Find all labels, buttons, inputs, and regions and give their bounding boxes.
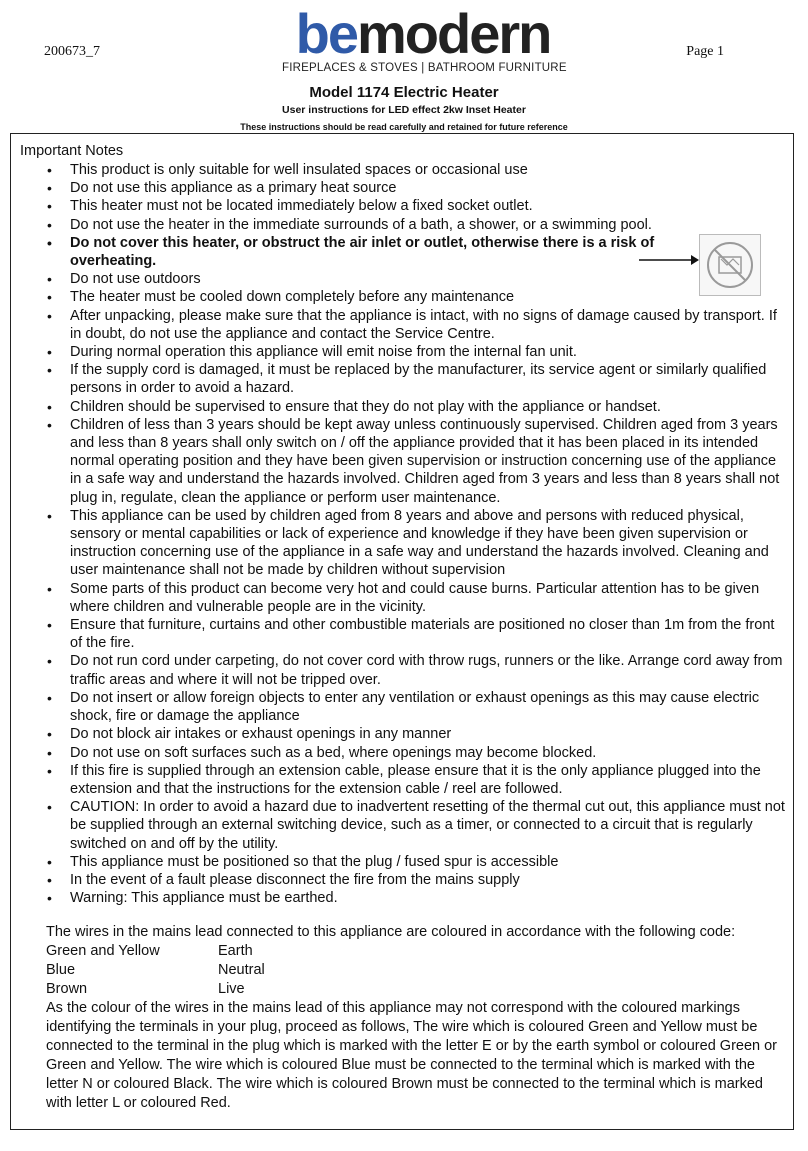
- list-item: • This appliance must be positioned so that the plug / fused spur is accessible: [20, 853, 786, 871]
- list-item: • Do not insert or allow foreign objects to enter any ventilation or exhaust openings as this may cause electric shock, fire or damage the appliance: [20, 689, 786, 725]
- list-item: • Some parts of this product can become very hot and could cause burns. Particular attention has to be given where children and vulnerable people are in the vicinity.: [20, 580, 786, 616]
- wire-colour: Blue: [46, 962, 76, 979]
- list-item: • This heater must not be located immediately below a fixed socket outlet.: [20, 197, 786, 215]
- notes-content: [20, 142, 786, 1113]
- brand-logo: [282, 2, 567, 74]
- document-code: 200673_7: [44, 44, 100, 59]
- model-title: Model 1174 Electric Heater: [309, 84, 499, 101]
- wire-row: [46, 961, 786, 980]
- notes-list: [20, 161, 786, 907]
- list-item: • Children should be supervised to ensure that they do not play with the appliance or handset.: [20, 398, 786, 416]
- wire-meaning: Neutral: [218, 962, 265, 979]
- list-item: • Do not block air intakes or exhaust openings in any manner: [20, 725, 786, 743]
- wire-row: [46, 980, 786, 999]
- wire-meaning: Live: [218, 981, 245, 998]
- list-item: • This appliance can be used by children aged from 8 years and above and persons with reduced physical, sensory or mental capabilities or lack of experience and knowledge if they have been given supervision or instruction concerning use of the appliance in a safe way and understand the hazards involved. Cleaning and user maintenance shall not be made by children without supervision: [20, 507, 786, 580]
- list-item: • Children of less than 3 years should be kept away unless continuously supervised. Children aged from 3 years and less than 8 years shall only switch on / off the appliance provided that it has been placed in its intended normal operating position and they have been given supervision or instruction concerning use of the appliance in a safe way and understand the hazards involved. Children aged from 3 years and less than 8 years shall not plug in, regulate, clean the appliance or perform user maintenance.: [20, 416, 786, 507]
- retain-note: These instructions should be read carefully and retained for future reference: [240, 122, 568, 132]
- list-item: • Do not use on soft surfaces such as a bed, where openings may become blocked.: [20, 744, 786, 762]
- logo-wordmark: [282, 4, 564, 64]
- list-item: • During normal operation this appliance will emit noise from the internal fan unit.: [20, 343, 786, 361]
- title-block: [0, 84, 808, 133]
- list-item: • Warning: This appliance must be earthed.: [20, 889, 786, 907]
- list-item: • Do not run cord under carpeting, do not cover cord with throw rugs, runners or the like. Arrange cord away from traffic areas and where it will not be tripped over.: [20, 652, 786, 688]
- list-item: • Ensure that furniture, curtains and other combustible materials are positioned no closer than 1m from the front of the fire.: [20, 616, 786, 652]
- notes-heading: Important Notes: [20, 143, 124, 159]
- page-number: Page 1: [686, 44, 724, 59]
- do-not-cover-icon: [699, 234, 761, 296]
- list-item: • If the supply cord is damaged, it must be replaced by the manufacturer, its service agent or similarly qualified persons in order to avoid a hazard.: [20, 361, 786, 397]
- list-item: • After unpacking, please make sure that the appliance is intact, with no signs of damage caused by transport. If in doubt, do not use the appliance and contact the Service Centre.: [20, 307, 786, 343]
- logo-modern: modern: [357, 2, 551, 65]
- wire-colour: Brown: [46, 981, 88, 998]
- list-item: • Do not use this appliance as a primary heat source: [20, 179, 786, 197]
- wiring-paragraph: As the colour of the wires in the mains lead of this appliance may not correspond with the coloured markings identifying the terminals in your plug, proceed as follows, The wire which is coloured Green and Yellow must be connected to the terminal in the plug which is marked with the letter E or by the earth symbol or coloured Green or Green and Yellow. The wire which is coloured Blue must be connected to the terminal which is marked with the letter N or coloured Black. The wire which is coloured Brown must be connected to the terminal which is marked with letter L or coloured Red.: [46, 1000, 778, 1112]
- wire-colour: Green and Yellow: [46, 943, 160, 960]
- wiring-section: [20, 923, 786, 1113]
- list-item: • This product is only suitable for well insulated spaces or occasional use: [20, 161, 786, 179]
- list-item: • The heater must be cooled down completely before any maintenance: [20, 288, 786, 306]
- list-item: • Do not use the heater in the immediate surrounds of a bath, a shower, or a swimming pool.: [20, 216, 786, 234]
- wiring-intro: The wires in the mains lead connected to this appliance are coloured in accordance with the following code:: [46, 924, 736, 941]
- list-item: • If this fire is supplied through an extension cable, please ensure that it is the only appliance plugged into the extension and that the instructions for the extension cable / reel are followed.: [20, 762, 786, 798]
- subtitle: User instructions for LED effect 2kw Inset Heater: [282, 104, 526, 116]
- list-item: • Do not cover this heater, or obstruct the air inlet or outlet, otherwise there is a risk of overheating.: [20, 234, 786, 270]
- list-item: • Do not use outdoors: [20, 270, 786, 288]
- list-item: • CAUTION: In order to avoid a hazard due to inadvertent resetting of the thermal cut out, this appliance must not be supplied through an external switching device, such as a timer, or connected to a circuit that is regularly switched on and off by the utility.: [20, 798, 786, 853]
- logo-tagline: FIREPLACES & STOVES | BATHROOM FURNITURE: [282, 62, 567, 74]
- wire-meaning: Earth: [218, 943, 253, 960]
- notes-frame: [10, 133, 794, 1130]
- arrow-icon: [639, 254, 699, 266]
- list-item: • In the event of a fault please disconnect the fire from the mains supply: [20, 871, 786, 889]
- logo-be: be: [295, 2, 357, 65]
- wire-row: [46, 942, 786, 961]
